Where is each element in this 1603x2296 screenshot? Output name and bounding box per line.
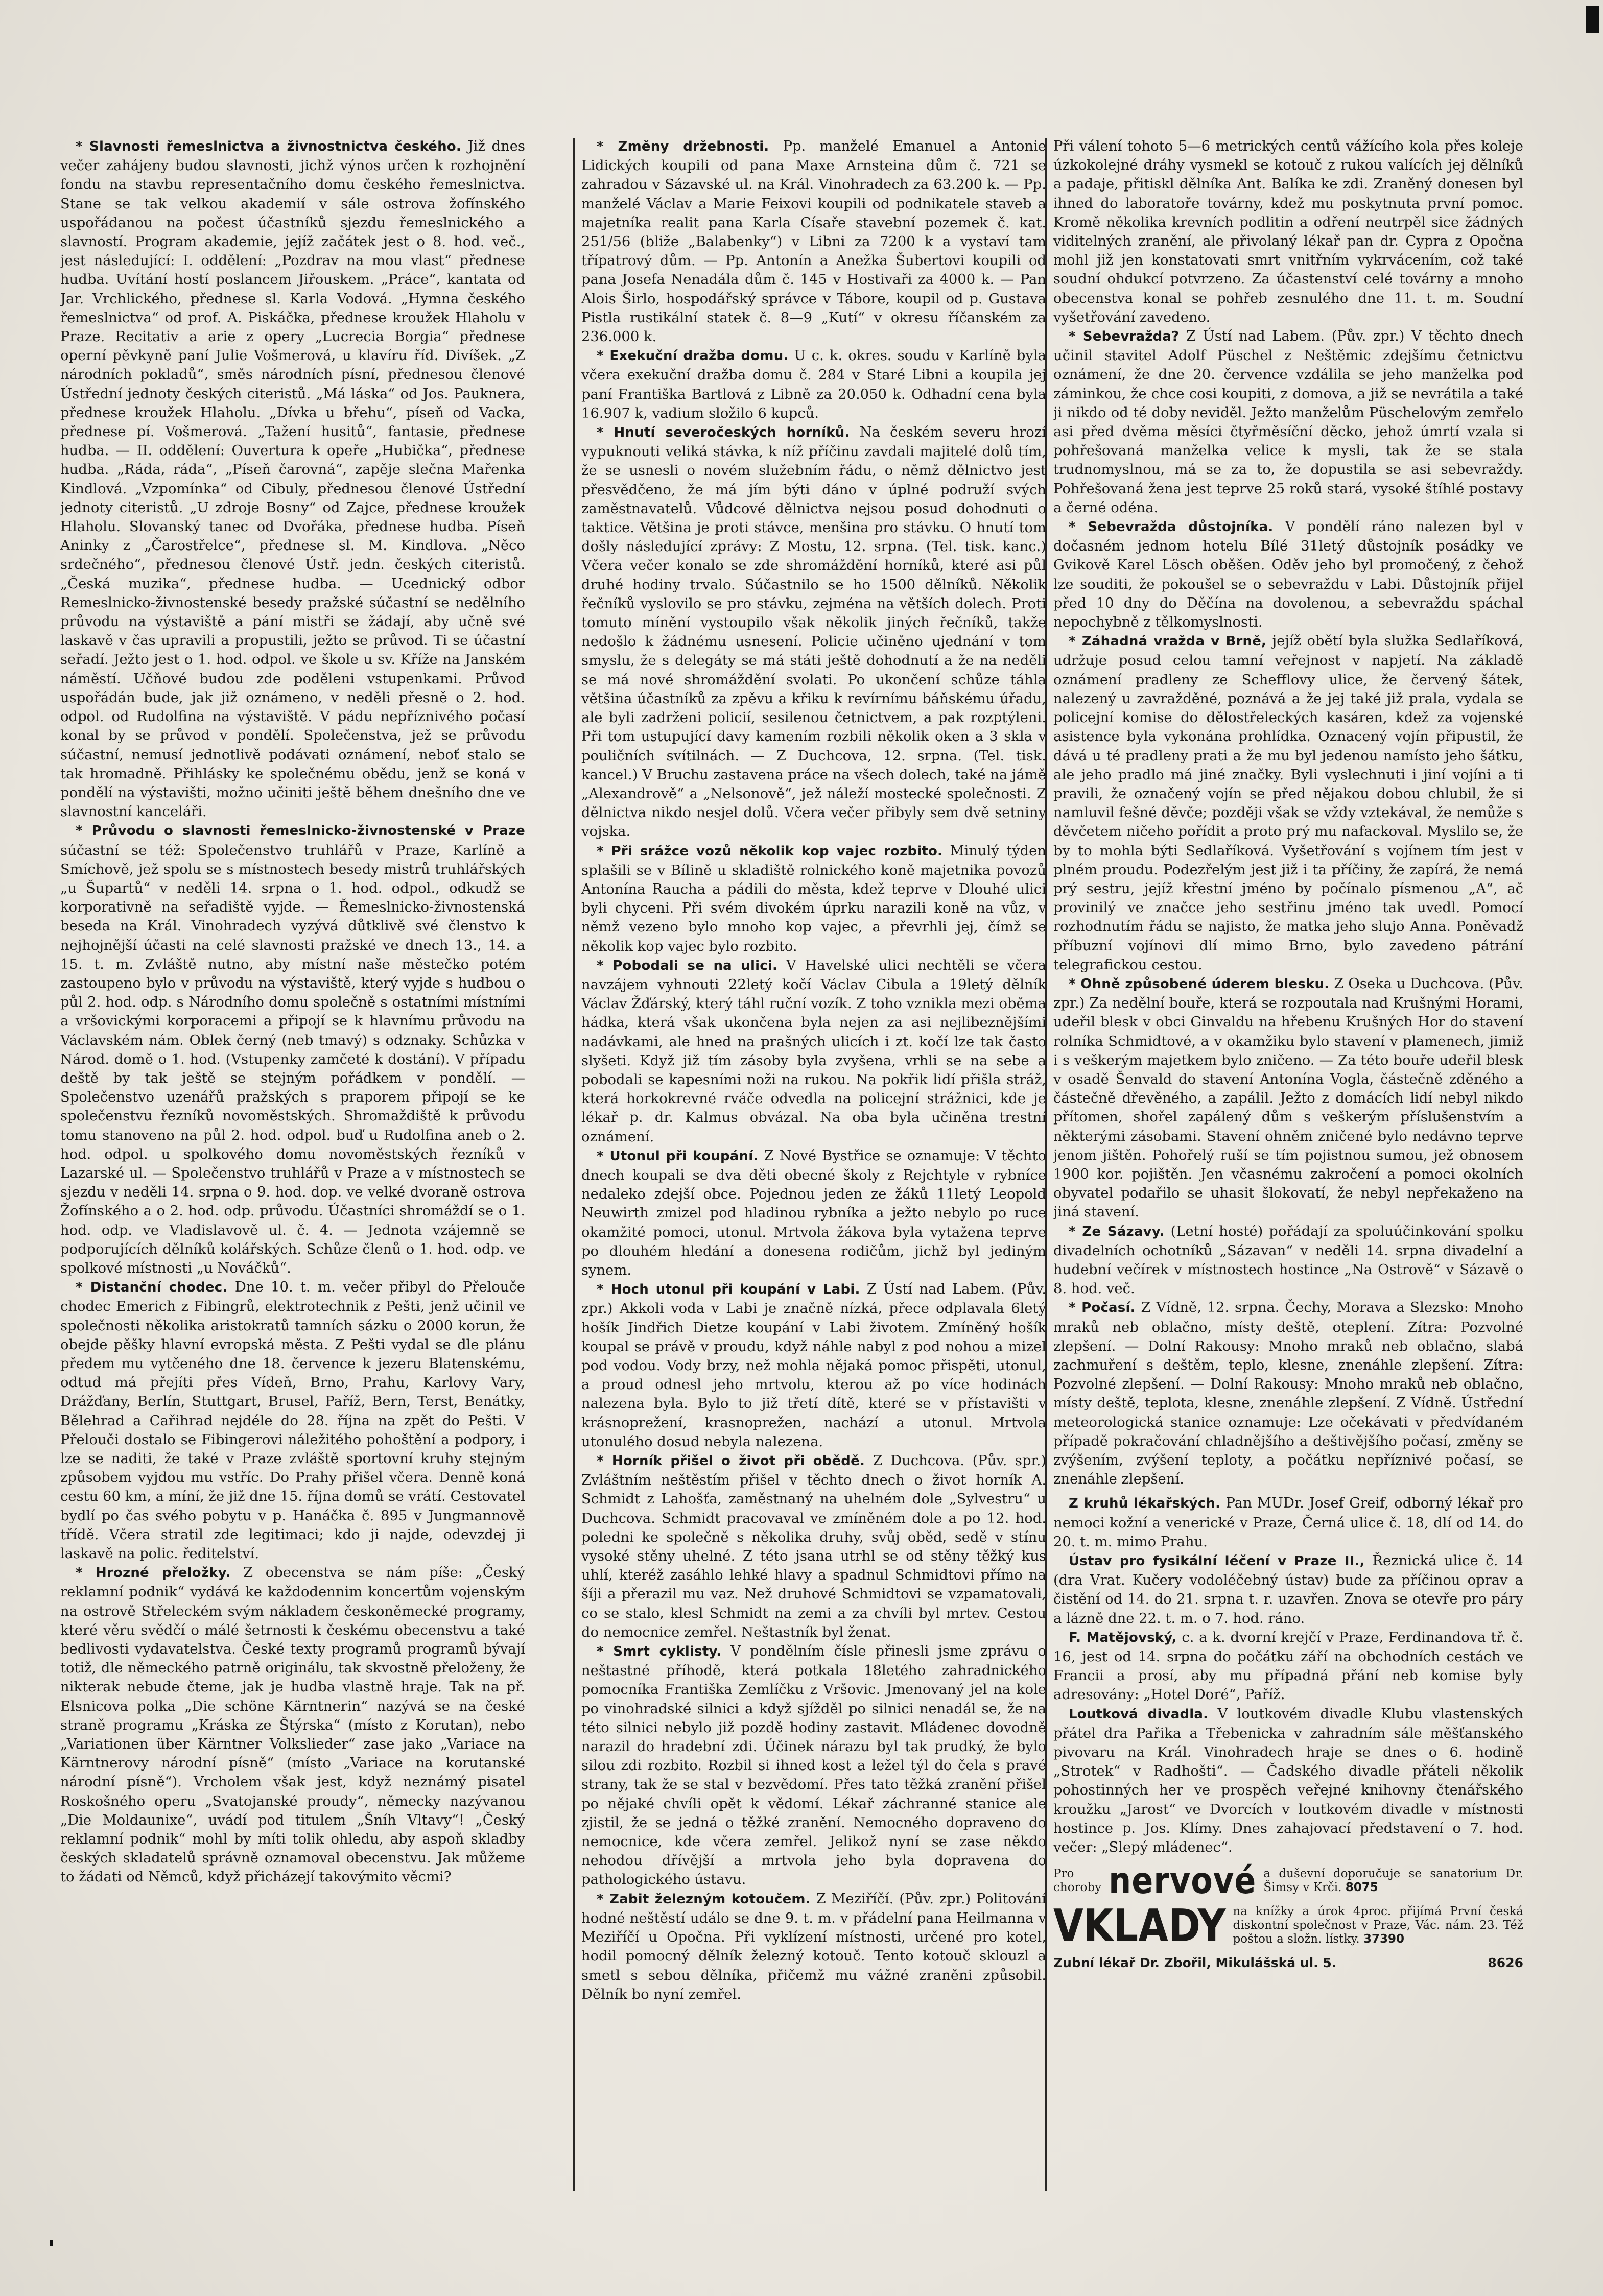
article-heading: * Ze Sázavy. — [1069, 1224, 1165, 1239]
article — [60, 1563, 525, 1886]
article — [60, 137, 525, 821]
article — [1053, 1298, 1523, 1489]
article-text: V loutkovém divadle Klubu vlastenských přátel dra Pařika a Třebenicka v zahradním sále měšťanského pivovaru na Král. Vinohradech hraje se dnes o 6. hodině „Strotek“ v Radhošti“. — Čadského divadle přáteli několik pohostinných her ve prospěch veřejné knihovny čtenářského kroužku „Jarost“ ve Dvorcích v loutkovém divadle v místnosti hostince p. Jos. Klímy. Dnes zahajovací představení o 7. hod. večer: „Slepý mládenec“. — [1053, 1706, 1523, 1856]
article-text: Minulý týden splašili se v Bílině u skladiště rolnického koně majetnika povozů Antonína Raucha a pádili do města, kdež teprve v Dlouhé ulici byli chyceni. Při svém divokém úprku narazili koně na vůz, v němž vezeno bylo mnoho kop vajec, a převrhli jej, čímž se několik kop vajec bylo rozbito. — [581, 843, 1046, 954]
advertisement-deposits — [1053, 1899, 1523, 1952]
article-heading: * Hrozné přeložky. — [76, 1565, 231, 1581]
ad-headline: nervové — [1109, 1859, 1257, 1902]
article-text: U c. k. okres. soudu v Karlíně byla včera exekuční dražba domu č. 284 v Staré Libni a koupila jej paní Františka Bartlová z Libně za 20.050 k. Odhadní cena byla 16.907 k, vadium složilo 6 kupců. — [581, 348, 1046, 421]
article — [1053, 137, 1523, 327]
article-text: (Letní hosté) pořádají za spoluúčinkování spolku divadelních ochotníků „Sázavan“ v neděli 14. srpna divadelní a hudební večírek v místnostech hostince „Na Ostrově“ v Sázavě o 8. hod. več. — [1053, 1223, 1523, 1297]
article-heading: * Smrt cyklisty. — [597, 1644, 722, 1660]
article-heading: F. Matějovský, — [1069, 1630, 1177, 1645]
article-heading: * Exekuční dražba domu. — [597, 348, 789, 364]
article-text: Z Duchcova. (Pův. spr.) Zvláštním neštěstím přišel v těchto dnech o život horník A. Schmidt z Lahošťa, zaměstnaný na uhelném dole „Sylvestru“ u Duchcova. Schmidt pracovaval ve zmíněném dole a po 12. hod. poledni ke společně s několika druhy, svůj oběd, sedě v stínu vysoké stěny uhelné. Z této jsana utrhl se od stěny těžký kus uhlí, kteréž zasáhlo lehké hlavy a spadnul Schmidtovi přímo na šíji a přerazil mu vaz. Než druhové Schmidtovi se vzpamatovali, co se stalo, klesl Schmidt na zemi a za chvíli byl mrtev. Cestou do nemocnice zemřel. Neštastník byl ženat. — [581, 1453, 1046, 1640]
corner-mark-top-right — [1586, 6, 1599, 33]
column-2 — [581, 137, 1046, 2210]
article-text: Na českém severu hrozí vypuknouti veliká stávka, k níž příčinu zavdali majitelé dolů tím, že se usnesli o novém služebním řádu, o němž dělnictvo jest přesvědčeno, že má jím býti dáno v úplné podruží svých zaměstnavatelů. Vůdcové dělnictva nejsou posud dohodnuti o taktice. Většina je proti stávce, menšina pro stávku. O hnutí tom došly následující zprávy: Z Mostu, 12. srpna. (Tel. tisk. kanc.) Včera večer konalo se zde shromáždění horníků, které asi půl druhé hodiny trvalo. Súčastnilo se ho 1500 dělníků. Několik řečníků vyslovilo se pro stávku, zejména na větších dolech. Proti tomuto mínění vystoupilo však několik jiných řečníků, takže nedošlo k žádnému usnesení. Policie učiněno ujednání v tom smyslu, že s delegáty se má státi ještě dohodnutí a že na neděli se má nové shromáždění svolati. Po ukončení schůze táhla většina účastníků za zpěvu a křiku k revírnímu báňskému úřadu, ale byli zadrženi policií, sesilenou četnictvem, a pak rozptýleni. Při tom ustupující davy kamením rozbili několik oken a 3 skla v pouličních svítilnách. — Z Duchcova, 12. srpna. (Tel. tisk. kancel.) V Bruchu zastavena práce na všech dolech, také na jámě „Alexandrově“ a „Nelsonově“, jež náleží mostecké společnosti. Z dělnictva nikdo nesjel dolů. Včera večer přibyly sem dvě setniny vojska. — [581, 424, 1046, 840]
article-heading: Loutková divadla. — [1069, 1706, 1209, 1722]
ad-number: 37390 — [1363, 1932, 1405, 1946]
ad-body-text: a duševní doporučuje se sanatorium Dr. Šimsy v Krči. — [1263, 1867, 1523, 1895]
article-text: V Havelské ulici nechtěli se včera navzájem vyhnouti 22letý kočí Václav Cibula a 19letý dělník Václav Žďárský, který táhl ruční vozík. Z toho vznikla mezi oběma hádka, která však ukončena byla nejen za asi nejlibeznějšími nadávkami, ale hned na prašných ulicích i zt. kočí lze tak často slyšeti. Když již tím zásoby byla zvyšena, vrhli se na sebe a pobodali se kapesními noži na rukou. Na pokřik lidí přišla stráž, která horkokrevné rváče odvedla na policejní strážnici, kde je lékař p. dr. Kalmus obvázal. Na oba byla učiněna trestní oznámení. — [581, 957, 1046, 1145]
article-text: c. a k. dvorní krejčí v Praze, Ferdinandova tř. č. 16, jest od 14. srpna do počátku září na obchodních cestách ve Francii a prosí, aby mu případná přání neb komise byly adresovány: „Hotel Doré“, Paříž. — [1053, 1629, 1523, 1703]
article — [581, 1890, 1046, 2004]
article-heading: * Distanční chodec. — [76, 1280, 228, 1296]
article-text: Z obecenstva se nám píše: „Český reklamní podnik“ vydává ke každodennim koncertům vojenským na ostrově Střeleckém svým nákladem českoněmecké programy, které věru svědčí o málé šetrnosti k českému obecenstvu a také bedlivosti vydavatelstva. České texty programů programů bývají totiž, dle německého patrně originálu, tak skvostně přeloženy, že nikterak nebude čteme, jak je hudba vlastně hraje. Tak na př. Elsnicova polka „Die schöne Kärntnerin“ nazývá se na české straně programu „Kráska ze Štýrska“ (místo z Korutan), nebo „Variationen über Kärntner Volkslieder“ zase jako „Variace na Kärntnerovy národní písně“ (místo „Variace na korutanské národní písně“). Vrcholem však jest, když neznámý pisatel Roskošného operu „Svatojanské proudy“, německy nazývanou „Die Moldaunixe“, uvádí pod titulem „Šníh Vltavy“! „Český reklamní podnik“ mohl by míti tolik ohledu, aby aspoň skladby českých skladatelů správně oznamoval obecenstvu. Jak můžeme to žádati od Němců, když přicházejí takovýmito věcmi? — [60, 1565, 525, 1885]
ad-prefix-line: Pro — [1053, 1867, 1074, 1881]
article-text: súčastní se též: Společenstvo truhlářů v Praze, Karlíně a Smíchově, jež spolu se s místnostech besedy mistrů truhlářských „u Šupartů“ v neděli 14. srpna o 1. hod. odpol., odkudž se korporativně na seřadiště vyjde. — Řemeslnicko-živnostenská beseda na Král. Vinohradech vyzývá důtklivě své členstvo k nejhojnější účasti na celé slavnosti pražské ve dnech 13., 14. a 15. t. m. Zvláště nutno, aby místní naše městečko potém zastoupeno bylo v průvodu na výstaviště, který vyjde s hudbou o půl 2. hod. odp. s Národního domu společně s ostatními místními a vršovickými korporacemi a připojí se k hlavnímu průvodu na Václavském nám. Oblek černý (neb tmavý) s odznaky. Schůzka v Národ. domě o 1. hod. (Vstupenky zamčeté k dostání). V případu deště by tak ještě se stejným pořádkem v pondělí. — Společenstvo uzenářů pražských s praporem připojí se ke společenstvu řezníků novoměstských. Shromaždiště k průvodu tomu stanoveno na půl 2. hod. odpol. buď u Rudolfina aneb o 2. hod. odpol. u spolkového domu novoměstských řezníků v Lazarské ul. — Společenstvo truhlářů v Praze a v místnostech se sjezdu v neděli 14. srpna o 9. hod. dop. ve velké dvoraně ostrova Žofínského a o 2. hod. odp. průvodu. Účastníci shromáždí se o 1. hod. odp. ve Vladislavově ul. č. 4. — Jednota vzájemně se podporujících dělníků kolářských. Schůze členů o 1. hod. odp. ve spolkové místnosti „u Nováčků“. — [60, 842, 525, 1276]
article — [581, 346, 1046, 423]
article — [60, 1278, 525, 1563]
article-heading: Ústav pro fysikální léčení v Praze II., — [1069, 1553, 1365, 1569]
ad-prefix-line: choroby — [1053, 1881, 1102, 1895]
article-heading: * Průvodu o slavnosti řemeslnicko-živnostenské v Praze — [76, 823, 525, 839]
ad-body — [1233, 1905, 1523, 1946]
article — [1053, 1628, 1523, 1705]
margin-dot-left — [50, 2240, 53, 2246]
ad-prefix — [1053, 1867, 1101, 1895]
article — [1053, 327, 1523, 517]
article-heading: * Sebevražda důstojníka. — [1069, 519, 1274, 535]
article — [1053, 1494, 1523, 1551]
article — [581, 1146, 1046, 1280]
article — [581, 423, 1046, 841]
article — [581, 1280, 1046, 1451]
article-heading: * Ohně způsobené úderem blesku. — [1069, 976, 1330, 992]
article-text: Dne 10. t. m. večer přibyl do Přelouče chodec Emerich z Fibingrů, elektrotechnik z Pešti, jenž učinil ve společnosti několika aristokratů tamních sázku o 2000 korun, že obejde pěšky hlavní evropská města. Z Pešti vydal se dle plánu předem mu vytčeného dne 18. července k jezeru Blatenskému, odtud má přejíti přes Vídeň, Brno, Prahu, Karlovy Vary, Drážďany, Berlín, Stuttgart, Brusel, Paříž, Bern, Terst, Benátky, Bělehrad a Cařihrad nejdéle do 28. října na zpět do Pešti. V Přelouči dostalo se Fibingerovi náležitého pohoštění a podpory, i lze se naditi, že také v Praze zvláště sportovní kruhy stejným způsobem vyjdou mu vstříc. Do Prahy přišel včera. Denně koná cestu 60 km, a míní, že již dne 15. října domů se vrátí. Cestovatel bydlí po čas svého pobytu v p. Hanáčka č. 895 v Jungmannově třídě. Včera stratil zde legitimaci; kdo ji najde, odevzdej ji laskavě na polic. ředitelství. — [60, 1279, 525, 1562]
article-text: Z Vídně, 12. srpna. Čechy, Morava a Slezsko: Mnoho mraků neb oblačno, místy deště, oteplení. Zítra: Pozvolné zlepšení. — Dolní Rakousy: Mnoho mraků neb oblačno, slabá zachmuření s deštěm, teplo, klesne, znenáhle zlepšení. Zítra: Pozvolné zlepšení. — Dolní Rakousy: Mnoho mraků neb oblačno, místy deště, teplota, klesne, znenáhle zlepšení. Z Vídně. Ústřední meteorologická stanice oznamuje: Lze očekávati v předvídaném případě pokračování chladnějšího a deštivějšího počasí, změny se zvýšením, zvýšení teploty, a počátku nepříznivé počasí, se znenáhle zlepšení. — [1053, 1300, 1523, 1488]
article-heading: * Pobodali se na ulici. — [597, 958, 778, 973]
article — [581, 137, 1046, 346]
article-text: Již dnes večer zahájeny budou slavnosti, jichž výnos určen k rozhojnění fondu na stavbu representačního domu českého řemeslnictva. Stane se tak velkou akademií v sále ostrova žofínského uspořádanou na počest účastníků sjezdu řemeslnického a slavností. Program akademie, jejíž začátek jest o 8. hod. več., jest následující: I. oddělení: „Pozdrav na mou vlast“ přednese hudba. Uvítání hostí poslancem Jiřouskem. „Práce“, kantata od Jar. Vrchlického, přednese sl. Karla Vodová. „Hymna českého řemeslnictva“ od prof. A. Piskáčka, přednese kroužek Hlaholu v Praze. Recitativ a arie z opery „Lucrecia Borgia“ přednese operní pěvkyně paní Julie Vošmerová, u klavíru říd. Divíšek. „Z národních pokladů“, směs národních písní, přednesou členové Ústřední jednoty českých citeristů. „Má láska“ od Jos. Pauknera, přednese kroužek Hlaholu. „Dívka u břehu“, píseň od Vacka, přednese pí. Vošmerová. „Tažení husitů“, fantasie, přednese hudba. — II. oddělení: Ouvertura k opeře „Hubička“, přednese hudba. „Ráda, ráda“, „Píseň čarovná“, zapěje slečna Mařenka Kindlová. „Vzpomínka“ od Cibuly, přednesou členové Ústřední jednoty citeristů. „U zdroje Bosny“ od Zajce, přednese kroužek Hlaholu. Slovanský tanec od Dvořáka, přednese hudba. Píseň Aninky z „Čarostřelce“, přednese sl. M. Kindlova. „Něco srdečného“, přednesou členové Ústř. jedn. českých citeristů. „Česká muzika“, přednese hudba. — Ucednický odbor Remeslnicko-živnostenské besedy pražské súčastní se nedělního průvodu na výstaviště a pání mistři se žádají, aby učně své laskavě v čas upravili a propustili, ježto se průvod. Ti se účastní seřadí. Ježto jest o 1. hod. odpol. ve škole u sv. Kříže na Janském náměstí. Učňové budou zde poděleni vstupenkami. Průvod uspořádán bude, jak již oznámeno, v neděli přesně o 2. hod. odpol. od Rudolfina na výstaviště. V pádu nepříznivého počasí konal by se průvod v pondělí. Společenstva, jež se průvodu súčastní, nemusí jednotlivě podávati oznámení, neboť stalo se tak hromadně. Přihlásky ke společnému obědu, jenž se koná v pondělí na výstavišti, možno učiniti ještě během dnešního dne ve slavnostní kanceláři. — [60, 138, 525, 820]
article-heading: * Změny držebnosti. — [597, 139, 769, 154]
article-heading: * Při srážce vozů několik kop vajec rozbito. — [597, 843, 943, 859]
article — [1053, 974, 1523, 1222]
ad-headline: VKLADY — [1053, 1899, 1226, 1952]
article — [1053, 1551, 1523, 1628]
article-text: Z Ústí nad Labem. (Pův. zpr.) V těchto dnech učinil stavitel Adolf Püschel z Neštěmic zdejšímu četnictvu oznámení, že dne 20. července vzdálila se jeho manželka pod záminkou, že chce cosi koupiti, z domova, a již se nevrátila a také ji nikdo od té doby neviděl. Ježto manželům Püschelovým zemřelo asi před dvěma měsíci čtyřměsíční děcko, jehož úmrtí vzala si pohřešovaná manželka velice k mysli, tak že se stala trudnomyslnou, má se za to, že dopustila se asi sebevraždy. Pohřešovaná žena jest teprve 25 roků stará, vysoké štíhlé postavy a černé odéna. — [1053, 328, 1523, 516]
article — [60, 821, 525, 1278]
article-text: Z Ústí nad Labem. (Pův. zpr.) Akkoli voda v Labi je značně nízká, přece odplavala 6letý hošík Jindřich Dietze koupání v Labi životem. Zmíněný hošík koupal se právě v proudu, když náhle nabyl z pod nohou a mizel pod vodou. Vody brzy, než mohla nějaká pomoc přispěti, utonul, a proud odnesl jeho mrtvolu, kterou až po více hodinách nalezena byla. Bylo to již třetí dítě, které se v přístavišti v krásnoprežení, krasnoprežen, nachází a utonul. Mrtvola utonulého dosud nebyla nalezena. — [581, 1281, 1046, 1450]
ad-body-text: na knížky a úrok 4proc. přijímá První česká diskontní společnost v Praze, Vác. nám. 23. Též poštou a složn. lístky. — [1233, 1905, 1523, 1946]
article-text: V pondělním čísle přinesli jsme zprávu o neštastné příhodě, která potkala 18letého zahradnického pomocníka Františka Zemlíčku z Vršovic. Jmenovaný jel na kole po vinohradské silnici a když sjížděl po silnici nenadál se, že na této silnici nebylo již pozdě hodiny zastavit. Mládenec dovodně narazil do hradební zdi. Účinek nárazu byl tak prudký, že bylo silou zdi rozbito. Rozbil si ihned kost a ležel týl do čela s pravé strany, tak že se stal v bezvědomí. Přes tato těžká zranění přišel po nějaké chvíli opět k vědomí. Lékař záchranné stanice ale zjistil, že se jedná o těžké zranění. Nemocného dopraveno do nemocnice, kde včera zemřel. Jelikož nyní se zase někdo nehodou dřívější a mrtvola jeho byla dopravena do pathologického ústavu. — [581, 1643, 1046, 1888]
column-1 — [60, 137, 525, 2210]
article-heading: * Počasí. — [1069, 1300, 1136, 1316]
article-heading: * Záhadná vražda v Brně, — [1069, 634, 1267, 650]
article-heading: * Slavnosti řemeslnictva a živnostnictva českého. — [76, 139, 461, 154]
article-text: V pondělí ráno nalezen byl v dočasném jednom hotelu Bílé 31letý důstojník posádky ve Gvikově Karel Lösch oběšen. Oděv jeho byl promočený, z čehož lze souditi, že pokoušel se o sebevraždu v Labi. Důstojník přijel před 10 dny do Děčína na dovolenou, a sebevraždu spáchal nepochybně z tělkomyslnosti. — [1053, 519, 1523, 631]
ad-body — [1263, 1867, 1523, 1895]
advertisement-sanatorium — [1053, 1859, 1523, 1902]
article-heading: * Hoch utonul při koupání v Labi. — [597, 1282, 860, 1298]
advertisement-dentist — [1053, 1955, 1523, 1971]
article — [581, 956, 1046, 1146]
article-heading: * Hnutí severočeských horníků. — [597, 425, 850, 441]
ad-number: 8626 — [1488, 1955, 1523, 1971]
column-rule — [573, 138, 575, 2191]
article-heading: * Sebevražda? — [1069, 329, 1180, 345]
advertisements — [1053, 1859, 1523, 1971]
article-heading: * Zabit železným kotoučem. — [597, 1891, 811, 1907]
article-text: jejíž obětí byla služka Sedlaříková, udržuje posud celou tamní veřejnost v napjetí. Na základě oznámení pradleny ze Schefflovy ulice, že červený šátek, nalezený u zavražděné, poznává a že jej také již prala, vydala se policejní komise do dělostřeleckých kasáren, kdež za vojenské asistence byla vykonána prohlídka. Oznacený vojín připustil, že dává u té pradleny prati a že mu byl jedenou namísto jeho šátku, ale jeho pradlo má jiné značky. Byli vyslechnuti i jiní vojíni a ti pravili, že označený vojín se před nějakou dobou chlubil, že si namluvil fešné děvče; později však se vždy vztekával, že nemůže s děvčetem ničeho pořídit a proto prý mu nafackoval. Myslilo se, že by to mohla býti Sedlaříková. Vyšetřování s vojínem tím jest v plném proudu. Podezřelým jest již i ta příčiny, že zapírá, že nemá prý sestru, jejíž křestní jméno by počínalo písmenou „A“, ač provinilý ve značce jeho sestřinu jméno tak uvedl. Pomocí rozhodnutím řádu se najisto, že matka jeho slujo Anna. Poněvadž příbuzní vojínovi dlí mimo Brno, bylo zavedeno pátrání telegrafickou cestou. — [1053, 633, 1523, 973]
article-text: Z Nové Bystřice se oznamuje: V těchto dnech koupali se dva děti obecné školy z Rejchtyle v rybníce nedaleko zdejší obce. Pojednou jeden ze žáků 11letý Leopold Neuwirth zmizel pod hladinou rybníka a ježto nebylo po ruce okamžité pomoci, utonul. Mrtvola žákova byla vytažena teprve po dlouhém hledání a donesena rodičům, jichž byl jediným synem. — [581, 1147, 1046, 1278]
article-heading: * Horník přišel o život při obědě. — [597, 1453, 865, 1469]
ad-number: 8075 — [1345, 1881, 1378, 1895]
article-text: Z Oseka u Duchcova. (Pův. zpr.) Za nedělní bouře, která se rozpoutala nad Krušnými Horami, udeřil blesk v obci Ginvaldu na hřebenu Krušných Hor do stavení rolníka Schmidtové, a v okamžiku bylo stavení v plamenech, jimiž i s veškerým majetkem bylo zničeno. — Za této bouře udeřil blesk v osadě Šenvald do stavení Antonína Vogla, částečně zděného a částečně dřevěného, a zapálil. Ježto z domácích lidí nebyl nikdo přítomen, shořel zapálený dům s veškerým příslušenstvím a některými zásobami. Stavení ohněm zničené bylo nedávno teprve jenom jištěn. Pohořelý ruší se tím pojistnou sumou, jež obnosem 1900 kor. pojištěn. Jen včasnému zakročení a pomoci okolních obyvatel podařilo se uhasit šlokovatí, že nebyl nepřekaženo na jiná stavení. — [1053, 975, 1523, 1221]
article — [1053, 1222, 1523, 1299]
article-heading: Z kruhů lékařských. — [1069, 1496, 1221, 1512]
article — [581, 842, 1046, 956]
ad-body-text: Zubní lékař Dr. Zbořil, Mikulášská ul. 5. — [1053, 1955, 1337, 1971]
article — [1053, 1705, 1523, 1857]
article — [1053, 632, 1523, 974]
article — [581, 1642, 1046, 1890]
article-heading: * Utonul při koupání. — [597, 1148, 759, 1164]
article-text: Řeznická ulice č. 14 (dra Vrat. Kučery vodoléčebný ústav) bude za příčinou oprav a čistění od 14. do 21. srpna t. r. uzavřen. Znova se otevře pro páry a lázně dne 22. t. m. o 7. hod. ráno. — [1053, 1553, 1523, 1627]
article-text: Při válení tohoto 5—6 metrických centů vážícího kola přes koleje úzkokolejné dráhy vysmekl se kotouč z rukou valících jej dělníků a padaje, přitiskl dělníka Ant. Balíka ke zdi. Zraněný donesen byl ihned do laboratoře továrny, kdež mu poskytnuta první pomoc. Kromě několika krevních podlitin a odření neutrpěl sice žádných viditelných zranění, ale přivolaný lékař pan dr. Cypra z Opočna mohl již jen konstatovati smrt vnitřním vykrvácením, což také soudní ohdukcí potvrzeno. Za účastenství celé továrny a mnoho obecenstva konal se pohřeb zesnulého dne 11. t. m. Soudní vyšetřování zavedeno. — [1053, 138, 1523, 325]
article-text: Pan MUDr. Josef Greif, odborný lékař pro nemoci kožní a venerické v Praze, Černá ulice č. 18, dlí od 14. do 20. t. m. mimo Prahu. — [1053, 1495, 1523, 1550]
column-3 — [1053, 137, 1523, 2210]
article-text: Pp. manželé Emanuel a Antonie Lidických koupili od pana Maxe Arnsteina dům č. 721 se zahradou v Sázavské ul. na Král. Vinohradech za 63.200 k. — Pp. manželé Václav a Marie Feixovi koupili od podnikatele staveb a majetníka realit pana Karla Císaře stavební pozemek č. kat. 251/56 (bliže „Balabenky“) v Libni za 7200 k a vystaví tam třípatrový dům. — Pp. Antonín a Anežka Šubertovi koupili od pana Josefa Nenadála dům č. 145 v Hostivaři za 4000 k. — Pan Alois Širlo, hospodářský správce v Tábore, koupil od p. Gustava Pistla rustikální statek č. 8—9 „Kutí“ v okresu říčanském za 236.000 k. — [581, 138, 1046, 345]
article-text: Z Meziříčí. (Pův. zpr.) Politování hodné neštěstí událo se dne 9. t. m. v přádelní pana Heilmanna v Meziříčí u Opočna. Při vyklízení místnosti, určené pro kotel, hodil pomocný dělník železný kotouč. Tento kotouč sklouzl a smetl s sebou dělníka, přičemž mu vážné zraněni způsobil. Dělník bo nyní zemřel. — [581, 1891, 1046, 2002]
article — [581, 1451, 1046, 1642]
article — [1053, 517, 1523, 632]
